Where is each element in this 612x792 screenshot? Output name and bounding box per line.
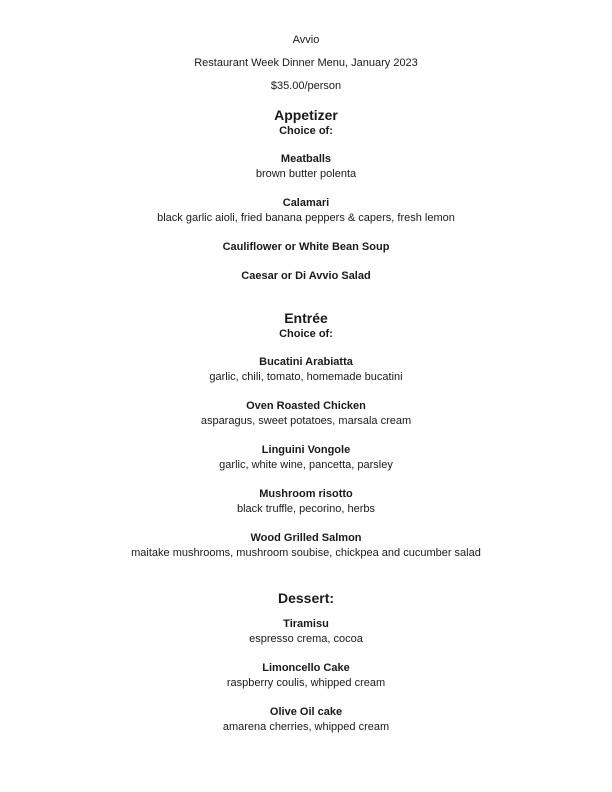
- menu-item-bucatini: [0, 355, 612, 385]
- section-appetizer: [0, 106, 612, 284]
- menu-item-calamari: [0, 196, 612, 226]
- menu-item-linguini: [0, 443, 612, 473]
- item-description: black garlic aioli, fried banana peppers & capers, fresh lemon: [157, 212, 455, 224]
- item-name: Oven Roasted Chicken: [246, 400, 366, 412]
- item-description: garlic, white wine, pancetta, parsley: [219, 459, 393, 471]
- menu-item-chicken: [0, 399, 612, 429]
- item-name: Mushroom risotto: [259, 488, 353, 500]
- item-name: Calamari: [282, 197, 330, 209]
- section-title-dessert: Dessert:: [277, 590, 335, 606]
- item-name: Bucatini Arabiatta: [259, 356, 353, 368]
- menu-item-soup: [0, 240, 612, 255]
- item-description: espresso crema, cocoa: [249, 633, 363, 645]
- section-entree: [0, 309, 612, 561]
- item-name: Cauliflower or White Bean Soup: [222, 241, 390, 253]
- section-dessert: [0, 589, 612, 735]
- item-description: raspberry coulis, whipped cream: [226, 677, 386, 689]
- menu-item-limoncello: [0, 661, 612, 691]
- item-description: amarena cherries, whipped cream: [222, 721, 390, 733]
- item-name: Wood Grilled Salmon: [250, 532, 362, 544]
- item-name: Limoncello Cake: [262, 662, 350, 674]
- item-description: brown butter polenta: [255, 168, 357, 180]
- item-description: asparagus, sweet potatoes, marsala cream: [200, 415, 412, 427]
- section-title-entree: Entrée: [284, 310, 328, 326]
- item-description: black truffle, pecorino, herbs: [237, 503, 375, 515]
- menu-item-salad: [0, 269, 612, 284]
- item-description: maitake mushrooms, mushroom soubise, chickpea and cucumber salad: [131, 547, 481, 559]
- menu-item-salmon: [0, 531, 612, 561]
- item-name: Meatballs: [280, 153, 332, 165]
- section-title-appetizer: Appetizer: [274, 107, 338, 123]
- choice-label-appetizer: Choice of:: [279, 125, 333, 137]
- item-name: Caesar or Di Avvio Salad: [241, 270, 371, 282]
- item-name: Tiramisu: [283, 618, 329, 630]
- menu-price: $35.00/person: [270, 80, 342, 92]
- menu-header: [0, 33, 612, 94]
- restaurant-name: Avvio: [292, 34, 320, 46]
- choice-label-entree: Choice of:: [279, 328, 333, 340]
- menu-item-tiramisu: [0, 617, 612, 647]
- item-description: garlic, chili, tomato, homemade bucatini: [209, 371, 403, 383]
- menu-title: Restaurant Week Dinner Menu, January 2023: [194, 57, 418, 69]
- menu-item-olive-oil-cake: [0, 705, 612, 735]
- item-name: Linguini Vongole: [261, 444, 351, 456]
- menu-item-risotto: [0, 487, 612, 517]
- menu-item-meatballs: [0, 152, 612, 182]
- item-name: Olive Oil cake: [269, 706, 343, 718]
